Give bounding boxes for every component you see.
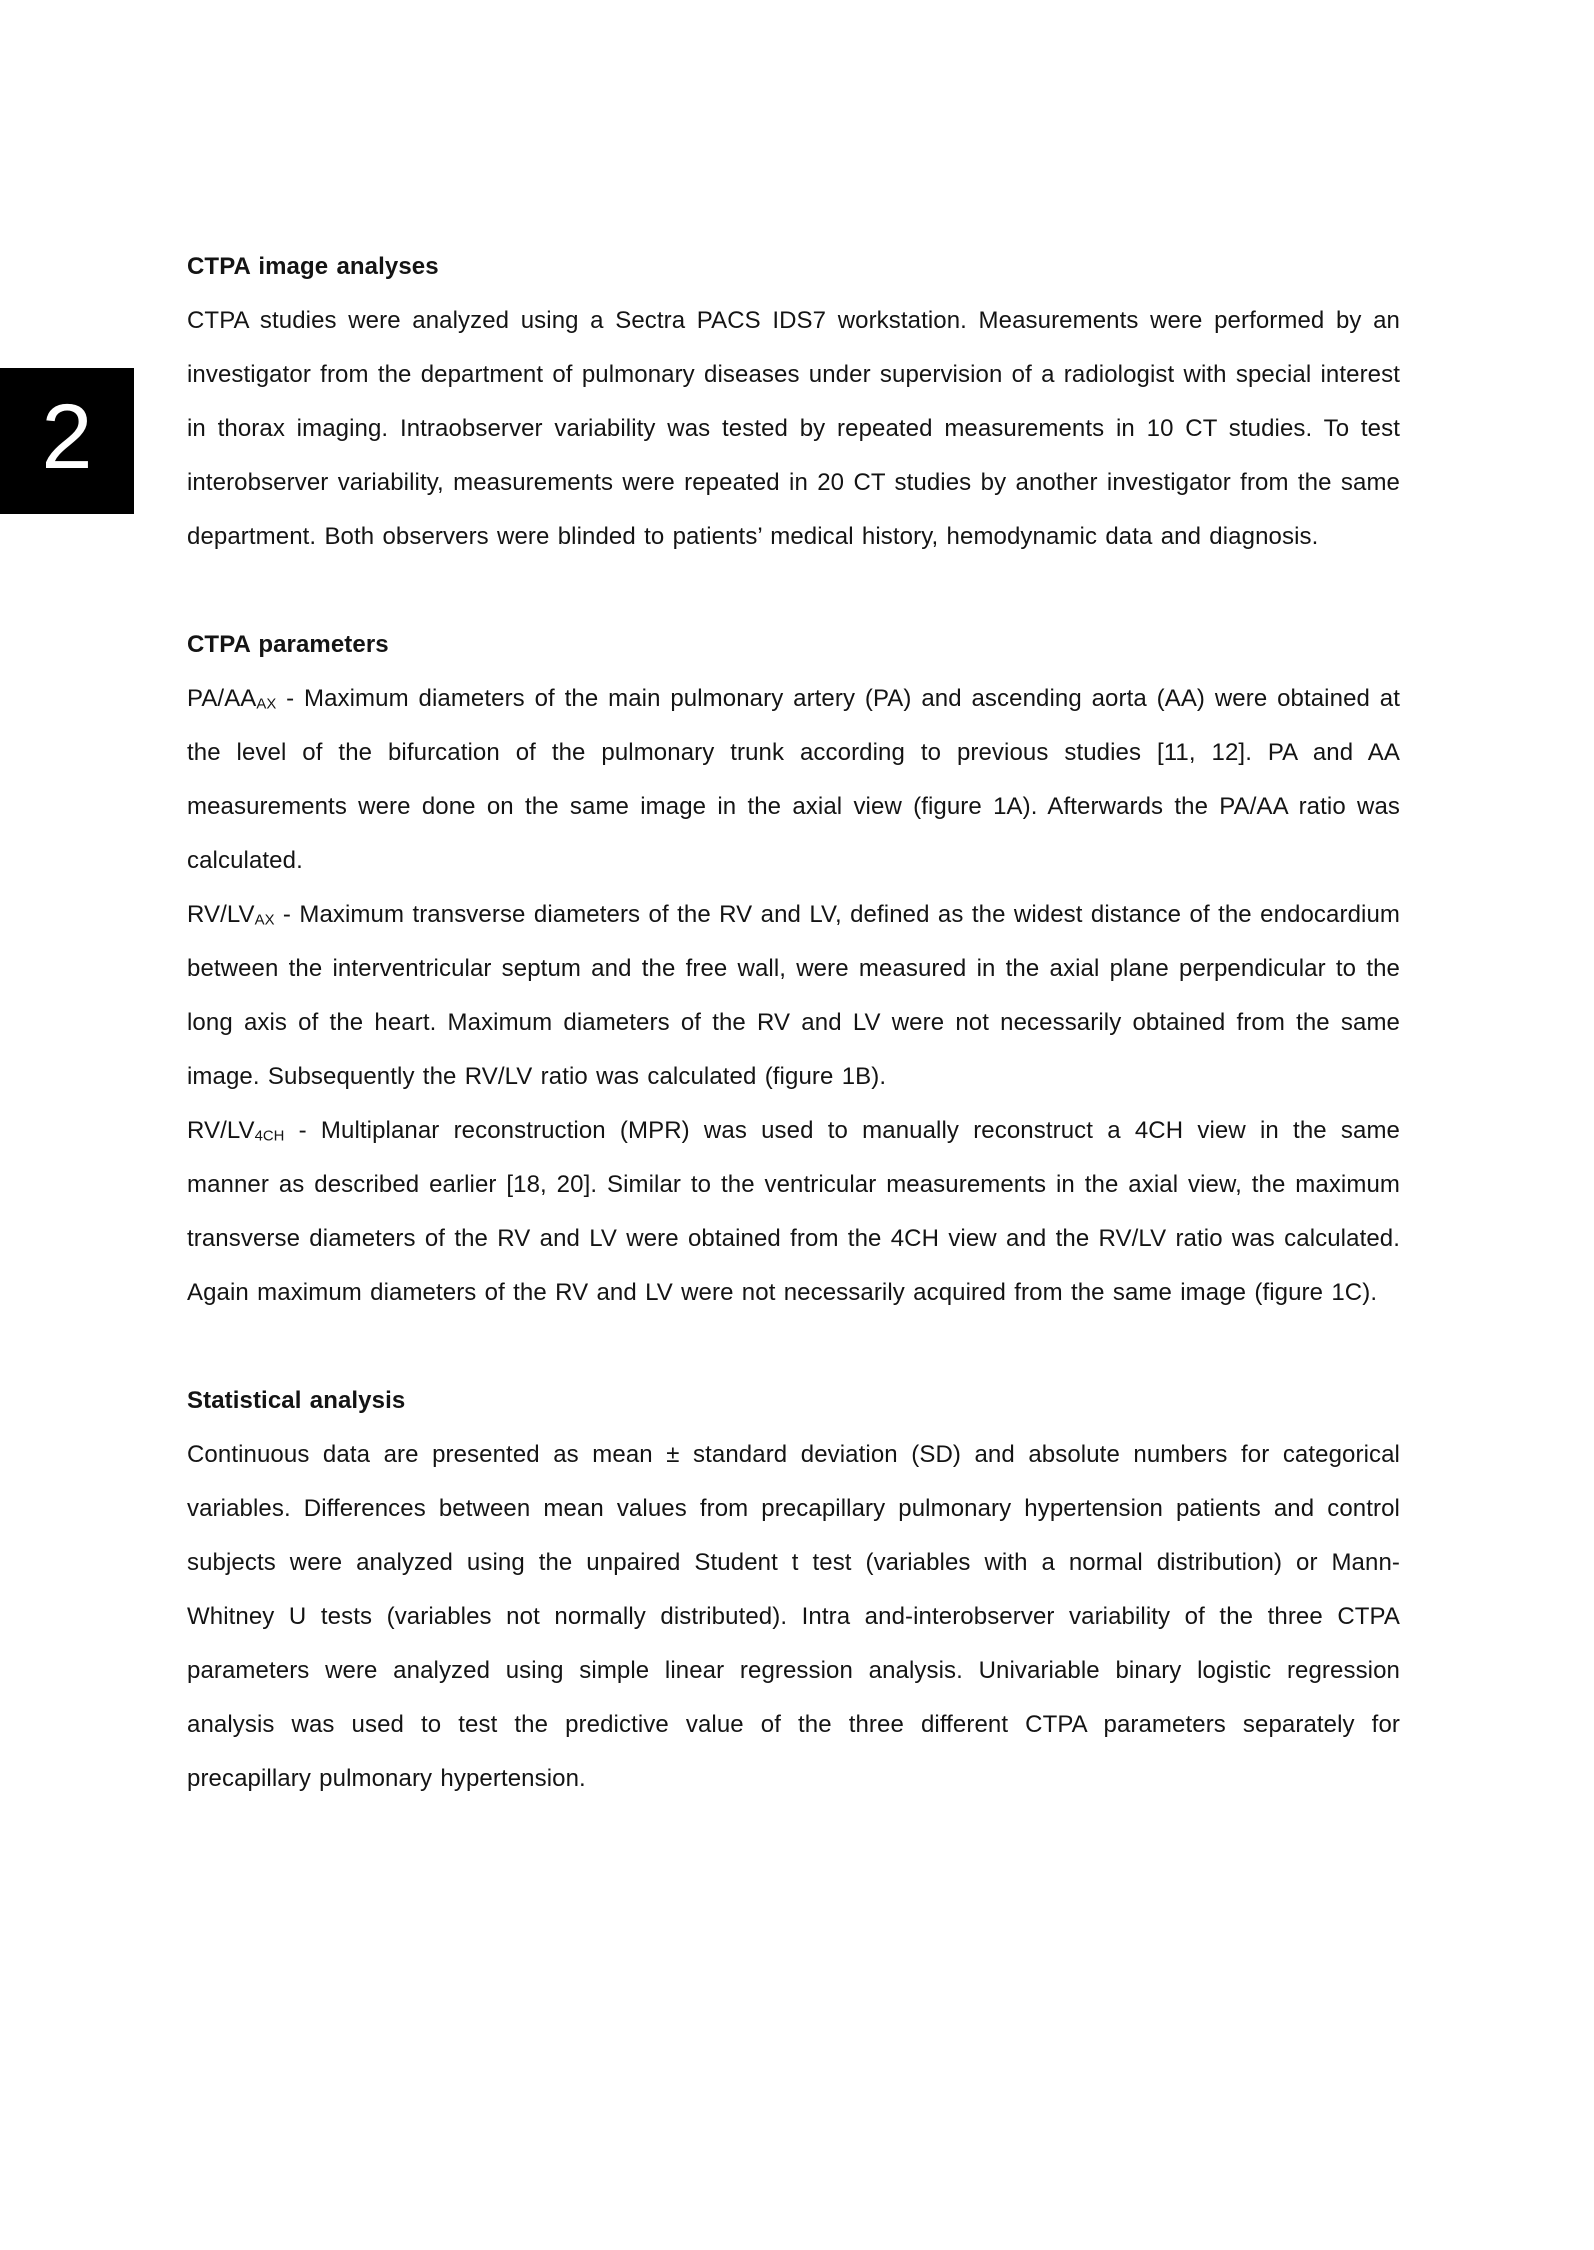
document-section <box>187 1374 1400 1806</box>
paragraph-text: PA/AA <box>187 685 257 712</box>
paragraph-text: - Multiplanar reconstruction (MPR) was used to manually reconstruct a 4CH view in the same manner as described earlier [18, 20]. Similar to the ventricular measurements in the axial view, the maximum transverse diameters of the RV and LV were obtained from the 4CH view and the RV/LV ratio was calculated. Again maximum diameters of the RV and LV were not necessarily acquired from the same image (figure 1C). <box>187 1117 1400 1306</box>
paragraph <box>187 294 1400 564</box>
document-section <box>187 240 1400 564</box>
paragraph-text: CTPA studies were analyzed using a Sectra PACS IDS7 workstation. Measurements were performed by an investigator from the department of pulmonary diseases under supervision of a radiologist with special interest in thorax imaging. Intraobserver variability was tested by repeated measurements in 10 CT studies. To test interobserver variability, measurements were repeated in 20 CT studies by another investigator from the same department. Both observers were blinded to patients’ medical history, hemodynamic data and diagnosis. <box>187 307 1400 550</box>
paragraph <box>187 1104 1400 1320</box>
paragraph-text: Continuous data are presented as mean ± standard deviation (SD) and absolute numbers for categorical variables. Differences between mean values from precapillary pulmonary hypertension patients and control subjects were analyzed using the unpaired Student t test (variables with a normal distribution) or Mann-Whitney U tests (variables not normally distributed). Intra and-interobserver variability of the three CTPA parameters were analyzed using simple linear regression analysis. Univariable binary logistic regression analysis was used to test the predictive value of the three different CTPA parameters separately for precapillary pulmonary hypertension. <box>187 1441 1400 1792</box>
paragraph-text: - Maximum diameters of the main pulmonary artery (PA) and ascending aorta (AA) were obtained at the level of the bifurcation of the pulmonary trunk according to previous studies [11, 12]. PA and AA measurements were done on the same image in the axial view (figure 1A). Afterwards the PA/AA ratio was calculated. <box>187 685 1400 874</box>
chapter-number: 2 <box>41 386 93 488</box>
paragraph <box>187 1428 1400 1806</box>
section-heading: CTPA image analyses <box>187 253 439 280</box>
paragraph-text: - Maximum transverse diameters of the RV and LV, defined as the widest distance of the endocardium between the interventricular septum and the free wall, were measured in the axial plane perpendicular to the long axis of the heart. Maximum diameters of the RV and LV were not necessarily obtained from the same image. Subsequently the RV/LV ratio was calculated (figure 1B). <box>187 901 1400 1090</box>
subscript-label: AX <box>256 696 277 713</box>
document-section <box>187 618 1400 1320</box>
paragraph <box>187 888 1400 1104</box>
section-heading: Statistical analysis <box>187 1387 406 1414</box>
document-content <box>187 240 1400 1806</box>
paragraph <box>187 672 1400 888</box>
subscript-label: 4CH <box>254 1128 285 1145</box>
chapter-number-tab <box>0 368 134 514</box>
subscript-label: AX <box>254 912 275 929</box>
section-heading: CTPA parameters <box>187 631 389 658</box>
paragraph-text: RV/LV <box>187 1117 255 1144</box>
paragraph-text: RV/LV <box>187 901 255 928</box>
